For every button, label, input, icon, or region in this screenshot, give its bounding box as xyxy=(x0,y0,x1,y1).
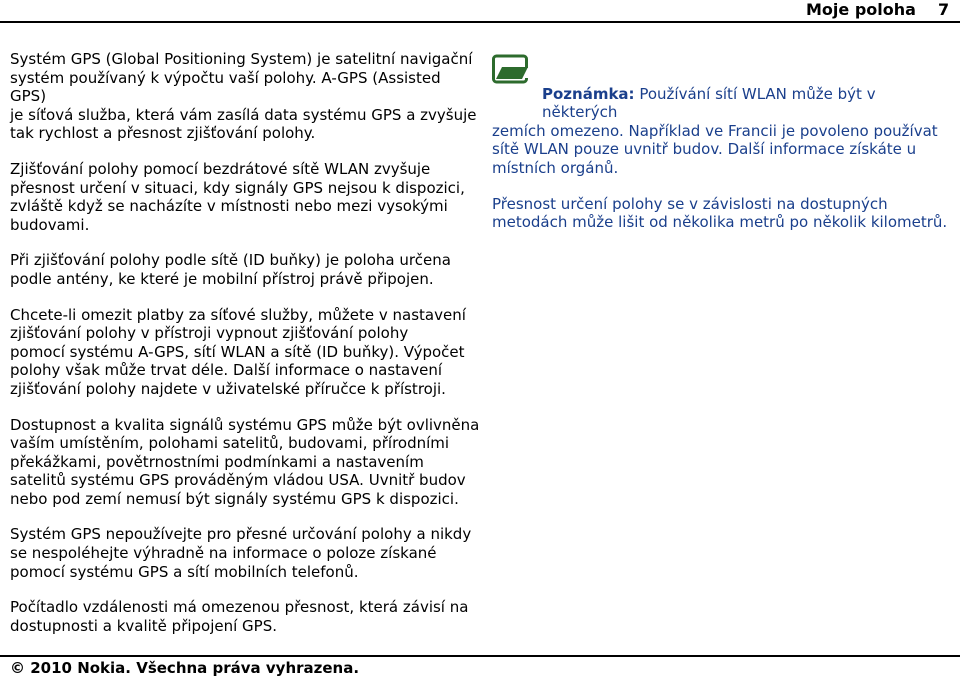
paragraph-limit-costs: Chcete-li omezit platby za síťové služby, můžete v nastavení zjišťování polohy v přístroji vypnout zjišťování polohy pomocí systému A-GPS, sítí WLAN a sítě (ID buňky). Výpočet polohy však může trvat déle. Další informace o nastavení zjišťování polohy najdete v uživatelské příručce k přístroji. xyxy=(10,305,466,398)
paragraph-wlan: Zjišťování polohy pomocí bezdrátové sítě WLAN zvyšuje přesnost určení v situaci, kdy signály GPS nejsou k dispozici, zvláště když se nacházíte v místnosti nebo mezi vysokými budovami. xyxy=(10,159,465,234)
copyright-footer: © 2010 Nokia. Všechna práva vyhrazena. xyxy=(10,659,360,677)
note-paragraph-2: Přesnost určení polohy se v závislosti na dostupných metodách může lišit od několika metrů po několik kilometrů. xyxy=(492,194,948,232)
paragraph-signal-quality: Dostupnost a kvalita signálů systému GPS může být ovlivněna vaším umístěním, polohami satelitů, budovami, přírodními překážkami, povětrnostními podmínkami a nastavením satelitů systému GPS prováděným vládou USA. Uvnitř budov nebo pod zemí nemusí být signály systému GPS k dispozici. xyxy=(10,415,480,508)
note-first-line xyxy=(492,69,954,122)
left-column xyxy=(10,50,480,635)
note-first-line-text: Používání sítí WLAN může být v některých xyxy=(542,84,876,122)
paragraph-cell-id: Při zjišťování polohy podle sítě (ID buňky) je poloha určena podle antény, ke které je mobilní přístroj právě připojen. xyxy=(10,251,451,288)
page-number: 7 xyxy=(938,0,950,19)
note-continuation: zemích omezeno. Například ve Francii je povoleno používat sítě WLAN pouze uvnitř budov. Další informace získáte u místních orgánů. xyxy=(492,121,938,177)
note-heading: Poznámka: xyxy=(542,84,635,103)
paragraph-gps-intro: Systém GPS (Global Positioning System) je satelitní navigační systém používaný k výpočtu vaší polohy. A-GPS (Assisted GPS) je síťová služba, která vám zasílá data systému GPS a zvyšuje tak rychlost a přesnost zjišťování polohy. xyxy=(10,50,477,143)
note-pen-icon xyxy=(492,52,534,84)
note-box xyxy=(492,50,954,232)
page-header xyxy=(0,0,960,24)
paragraph-odometer: Počítadlo vzdálenosti má omezenou přesnost, která závisí na dostupnosti a kvalitě připojení GPS. xyxy=(10,598,469,635)
note-paragraph-1 xyxy=(492,50,954,178)
header-divider xyxy=(0,21,960,23)
footer-divider xyxy=(0,655,960,657)
section-title: Moje poloha xyxy=(806,0,916,19)
paragraph-precision-warning: Systém GPS nepoužívejte pro přesné určování polohy a nikdy se nespoléhejte výhradně na informace o poloze získané pomocí systému GPS a sítí mobilních telefonů. xyxy=(10,525,472,581)
